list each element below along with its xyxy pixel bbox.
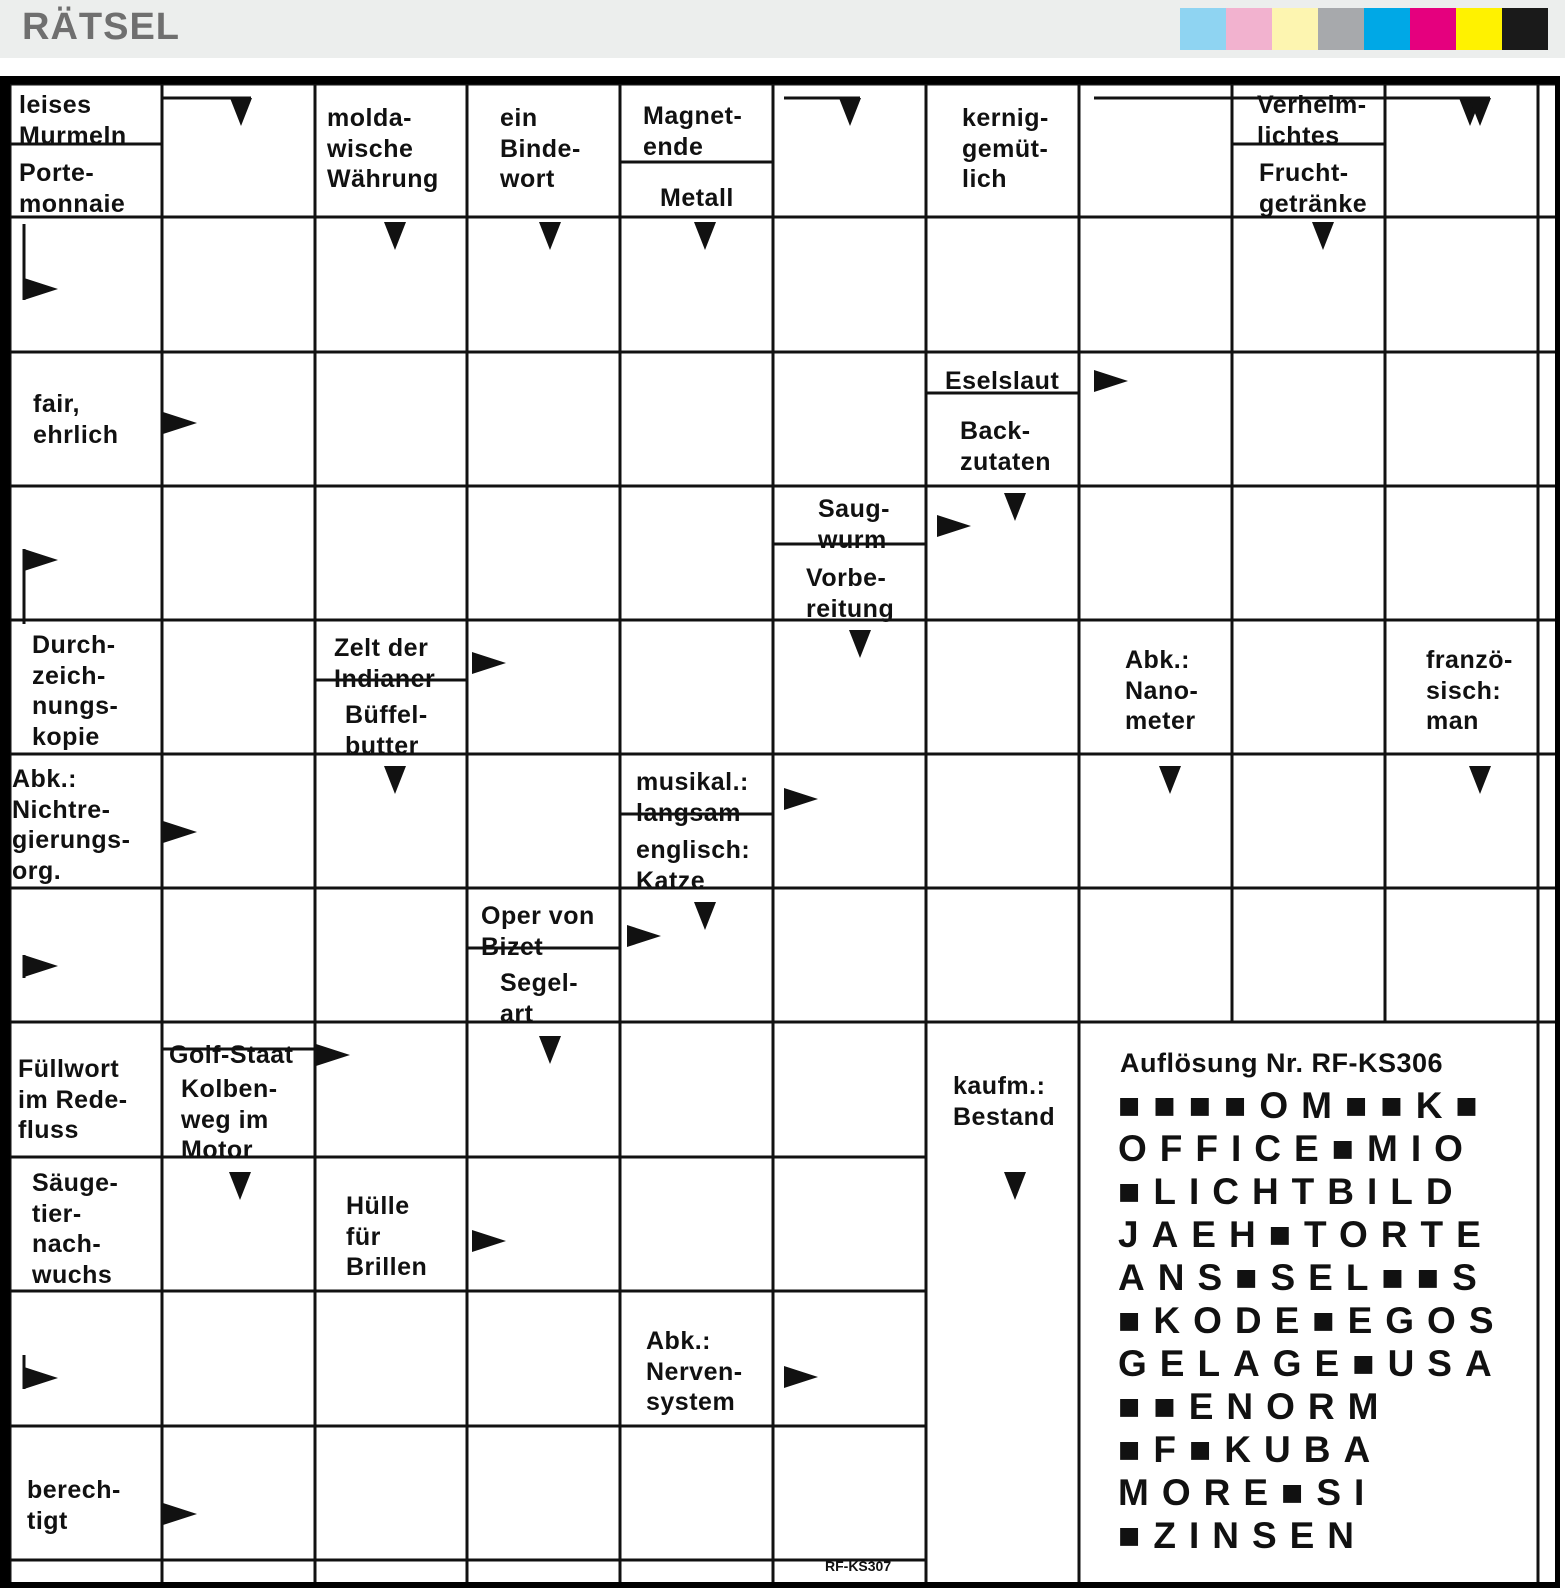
clue-c18: Abk.: Nano- meter xyxy=(1125,646,1199,735)
clue-c28: kaufm.: Bestand xyxy=(953,1072,1056,1131)
arrow-right-icon xyxy=(163,821,197,843)
clue-c24: Segel- art xyxy=(500,969,579,1028)
clue-c21: musikal.: langsam xyxy=(636,768,749,827)
clue-c19: franzö- sisch: man xyxy=(1426,646,1513,735)
clue-c09: Frucht- getränke xyxy=(1259,159,1368,218)
solution-row: ■ZINSEN xyxy=(1118,1515,1368,1556)
clue-c06: Metall xyxy=(660,184,734,212)
solution-row: ■LICHTBILD xyxy=(1118,1171,1466,1212)
clue-c17: Büffel- butter xyxy=(345,701,428,760)
arrow-down-icon xyxy=(230,98,252,126)
arrow-right-icon xyxy=(472,652,506,674)
arrow-right-icon xyxy=(163,1503,197,1525)
arrow-right-icon xyxy=(24,955,58,977)
clue-c12: Back- zutaten xyxy=(960,417,1051,476)
arrow-down-icon xyxy=(694,902,716,930)
clue-c13: Saug- wurm xyxy=(818,495,890,554)
arrow-down-icon xyxy=(1004,1172,1026,1200)
solution-row: ■KODE■EGOS xyxy=(1118,1300,1507,1341)
solution-row: ANS■SEL■■S xyxy=(1118,1257,1490,1298)
arrow-right-icon xyxy=(784,1366,818,1388)
clue-c02: Porte- monnaie xyxy=(19,159,126,218)
clue-c23: Oper von Bizet xyxy=(481,902,595,961)
solution-row: JAEH■TORTE xyxy=(1118,1214,1494,1255)
arrow-right-icon xyxy=(784,788,818,810)
solution-title: Auflösung Nr. RF-KS306 xyxy=(1120,1048,1444,1078)
clue-c22: englisch: Katze xyxy=(636,836,751,895)
page-title: RÄTSEL xyxy=(22,6,180,48)
arrow-right-icon xyxy=(627,925,661,947)
clue-c31: Abk.: Nerven- system xyxy=(646,1327,743,1416)
arrow-right-icon xyxy=(1094,370,1128,392)
clue-c08: Verheim- lichtes xyxy=(1257,91,1367,150)
clue-c20: Abk.: Nichtre- gierungs- org. xyxy=(12,765,131,885)
clue-c10: fair, ehrlich xyxy=(33,390,119,449)
clue-c15: Durch- zeich- nungs- kopie xyxy=(32,631,119,751)
arrow-down-icon xyxy=(539,1036,561,1064)
solution-row: GELAGE■USA xyxy=(1118,1343,1505,1384)
solution-row: ■■ENORM xyxy=(1118,1386,1392,1427)
arrow-down-icon xyxy=(1004,493,1026,521)
clue-c11: Eselslaut xyxy=(945,367,1060,395)
clue-c27: Kolben- weg im Motor xyxy=(181,1075,278,1164)
solution-row: MORE■SI xyxy=(1118,1472,1378,1513)
arrow-right-icon xyxy=(937,515,971,537)
arrow-right-icon xyxy=(24,549,58,571)
arrow-down-icon xyxy=(384,222,406,250)
arrow-down-icon xyxy=(694,222,716,250)
arrow-down-icon xyxy=(1312,222,1334,250)
arrow-right-icon xyxy=(163,412,197,434)
arrow-right-icon xyxy=(316,1044,350,1066)
arrow-right-icon xyxy=(24,278,58,300)
arrow-down-icon xyxy=(1159,766,1181,794)
solution-row: OFFICE■MIO xyxy=(1118,1128,1476,1169)
clue-c26: Golf-Staat xyxy=(169,1041,294,1069)
arrow-right-icon xyxy=(472,1230,506,1252)
clue-c14: Vorbe- reitung xyxy=(806,564,895,623)
arrow-right-icon xyxy=(24,1367,58,1389)
clue-c29: Säuge- tier- nach- wuchs xyxy=(32,1169,119,1289)
arrow-down-icon xyxy=(1469,766,1491,794)
clue-c04: ein Binde- wort xyxy=(500,104,581,193)
arrow-down-icon xyxy=(849,630,871,658)
arrow-down-icon xyxy=(839,98,861,126)
solution-row: ■■■■OM■■K■ xyxy=(1118,1085,1491,1126)
solution-row: ■F■KUBA xyxy=(1118,1429,1384,1470)
arrow-down-icon xyxy=(384,766,406,794)
clue-c32: berech- tigt xyxy=(27,1476,121,1535)
arrow-down-icon xyxy=(229,1172,251,1200)
clue-c16: Zelt der Indianer xyxy=(334,634,436,693)
clue-c05: Magnet- ende xyxy=(643,102,743,161)
clue-c01: leises Murmeln xyxy=(19,91,127,150)
puzzle-code: RF-KS307 xyxy=(825,1558,892,1574)
clue-c30: Hülle für Brillen xyxy=(346,1192,428,1281)
clue-c25: Füllwort im Rede- fluss xyxy=(18,1055,128,1144)
clue-c03: molda- wische Währung xyxy=(327,104,439,193)
clue-c07: kernig- gemüt- lich xyxy=(962,104,1049,193)
arrow-down-icon xyxy=(539,222,561,250)
